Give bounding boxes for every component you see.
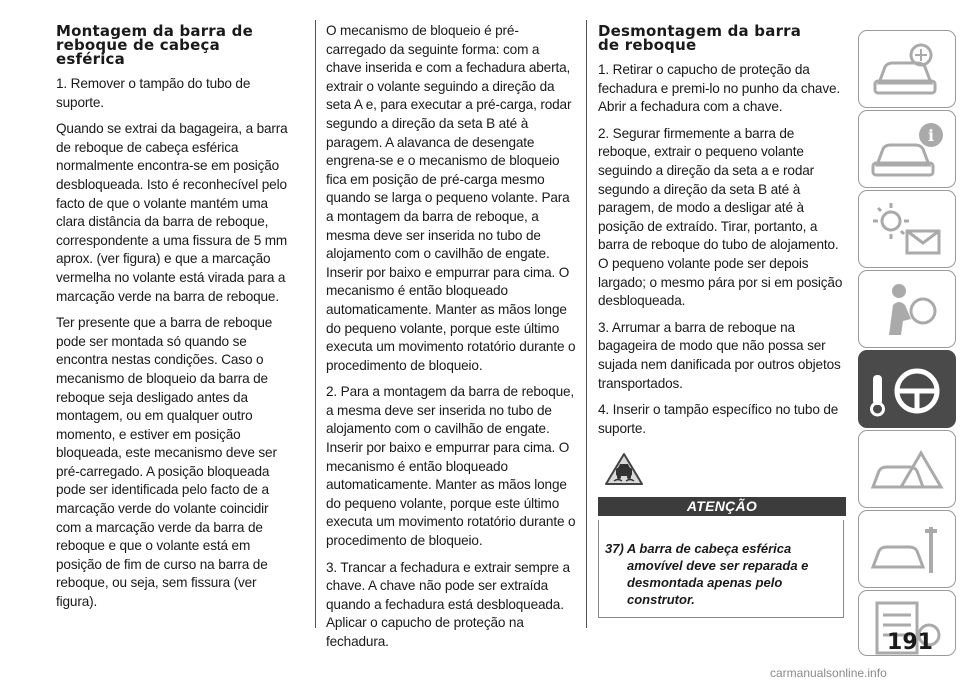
column-divider	[315, 20, 316, 628]
warning-title: ATENÇÃO	[598, 497, 846, 516]
watermark-text: carmanualsonline.info	[770, 666, 887, 680]
paragraph: 2. Para a montagem da barra de reboque, a mesma deve ser inserida no tubo de alojamento com o cavilhão de engate. Inserir por baixo e empurrar para cima. O mecanismo é então bloqueado automaticamente. Manter as mãos longe do pequeno volante, porque este último executa um movimento rotatório durante o procedimento de bloqueio.	[326, 384, 576, 549]
car-info-icon	[859, 111, 956, 188]
key-steering-wheel-icon	[859, 351, 956, 428]
skidding-car-warning-icon	[604, 452, 644, 486]
tab-car-info[interactable]	[858, 110, 956, 188]
car-dashboard-icon	[859, 31, 956, 108]
tab-warning-lights[interactable]	[858, 190, 956, 268]
column-desmontagem	[598, 24, 850, 446]
tab-emergency[interactable]	[858, 430, 956, 508]
column-pre-carga	[326, 22, 576, 660]
page-number: 191	[887, 630, 933, 655]
section-heading-desmontagem: Desmontagem da barra de reboque	[598, 22, 802, 54]
tab-starting-driving[interactable]	[858, 350, 956, 428]
airbag-safety-icon	[859, 271, 956, 348]
paragraph: Quando se extrai da bagageira, a barra de reboque de cabeça esférica normalmente encontra-se em posição desbloqueada. Isto é reconhecível pelo facto de que o volante mantém uma clara distância da barra de reboque, correspondente a uma fissura de 5 mm aprox. (ver figura) e que a marcação vermelha no volante está virada para a marcação verde na barra de reboque.	[56, 121, 288, 304]
tab-car-dashboard[interactable]	[858, 30, 956, 108]
paragraph: 3. Arrumar a barra de reboque na bagageira de modo que não possa ser sujada nem danificada por outros objetos transportados.	[598, 319, 841, 391]
car-maintenance-icon	[859, 511, 956, 588]
svg-text:i: i	[927, 126, 935, 145]
tab-maintenance[interactable]	[858, 510, 956, 588]
paragraph: 1. Retirar o capucho de proteção da fechadura e premi-lo no punho da chave. Abrir a fechadura com a chave.	[598, 62, 841, 115]
column-divider	[586, 20, 587, 628]
paragraph: O mecanismo de bloqueio é pré-carregado da seguinte forma: com a chave inserida e com a fechadura aberta, extrair o volante seguindo a direção da seta A e, para executar a pré-carga, rodar segundo a direção da seta B até à paragem. A alavanca de desengate engrena-se e o mecanismo de bloqueio fica em posição de pré-carga mesmo quando se larga o pequeno volante. Para a montagem da barra de reboque, a mesma deve ser inserida no tubo de alojamento com o cavilhão de engate. Inserir por baixo e empurrar para cima. O mecanismo é então bloqueado automaticamente. Manter as mãos longe do pequeno volante, porque este último executa um movimento rotatório durante o procedimento de bloqueio.	[326, 23, 576, 373]
warning-box	[598, 520, 844, 618]
paragraph: 1. Remover o tampão do tubo de suporte.	[56, 76, 251, 110]
paragraph: 3. Trancar a fechadura e extrair sempre a chave. A chave não pode ser extraída quando a fechadura está desbloqueada. Aplicar o capucho de proteção na fechadura.	[326, 559, 570, 649]
warning-text: 37) A barra de cabeça esférica amovível deve ser reparada e desmontada apenas pelo construtor.	[605, 541, 809, 607]
paragraph: Ter presente que a barra de reboque pode ser montada só quando se encontra nestas condições. Caso o mecanismo de bloqueio da barra de reboque seja desligado antes da montagem, ou em qualquer outro momento, e estiver em posição bloqueada, este mecanismo deve ser pré-carregado. A posição bloqueada pode ser identificada pelo facto de a marcação verde do volante coincidir com a marcação verde da barra de reboque e que o volante está em posição de fim de curso na barra de reboque, ou seja, sem fissura (ver figura).	[56, 315, 277, 610]
paragraph: 4. Inserir o tampão específico no tubo de suporte.	[598, 402, 839, 436]
car-emergency-icon	[859, 431, 956, 508]
section-heading-montagem: Montagem da barra de reboque de cabeça esférica	[56, 22, 253, 68]
column-montagem	[56, 24, 296, 620]
warning-light-message-icon	[859, 191, 956, 268]
paragraph: 2. Segurar firmemente a barra de reboque, extrair o pequeno volante seguindo a direção da seta a e rodar segundo a direção da seta B até à paragem, de modo a desligar até à posição de extraído. Tirar, portanto, a barra de reboque do tubo de alojamento. O pequeno volante pode ser depois largado; o mesmo pára por si em posição desbloqueada.	[598, 125, 843, 309]
tab-safety[interactable]	[858, 270, 956, 348]
